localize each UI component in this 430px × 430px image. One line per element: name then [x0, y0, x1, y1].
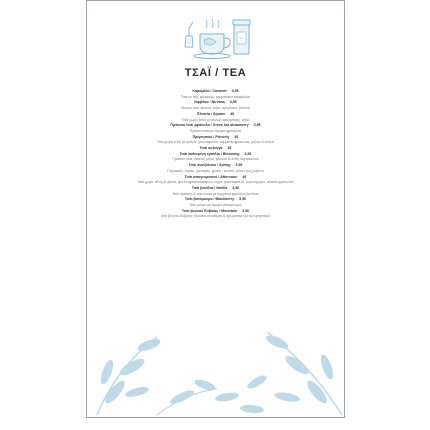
menu-item-description: Τσάι χωρίς τεΐνη με φύλλα, τριαντάφυλλο, κομμάτια φράουλας, μήλου & ανανά: [157, 140, 274, 145]
menu-item-title: Τσάι βατόμουρο / Blackberry: [184, 197, 235, 202]
menu-item-title: Τσάι βανίλια / Vanilla: [191, 185, 228, 190]
menu-title: ΤΣΑΪ / TEA: [184, 67, 247, 79]
menu-item-description: Τσάι βουνού Ευβοίας πλούσιο σε αιθέρια & αρωματικά για τον οργανισμό: [160, 214, 271, 219]
menu-item: [91, 152, 340, 163]
menu-item-price: 3,5€: [231, 89, 239, 93]
menu-item-title: Πλατεία / Square: [196, 111, 226, 116]
menu-item: [91, 100, 340, 111]
menu-item-title: Τσάι βουνού Ευβοίας / Mountain: [181, 208, 238, 213]
menu-item-price: 3,5€: [253, 123, 261, 128]
tea-cup-icon: [178, 14, 258, 59]
menu-item-description: Τσάι χωρίς τεΐνη με φύλλα, κράνμπερις, μήλο: [181, 117, 250, 122]
menu-item-title: Τσάι ανοιξιάτικο / Spring: [188, 163, 231, 168]
menu-item-description: Μαύρο τσάι, κανέλα, μήλο, αμύγδαλο, βανίλια: [181, 106, 250, 111]
menu-item-price: 3,5€: [242, 208, 250, 213]
menu-item-description: Πράσινο τσάι με άρωμα φράουλας: [189, 128, 242, 133]
menu-item-description: Τσάι μαύρο με άρωμα βατόμουρου: [189, 203, 242, 208]
menu-item-title: Τσάι ουλονγκ: [199, 146, 223, 151]
menu-item-description: Τσάι πράσινο & τσάι λευκό με κομμάτια φρούτων βανίλιας: [172, 191, 259, 196]
menu-item-price: 3,5€: [235, 163, 243, 168]
menu-item-description: Τσάι με ατή, φλαμούρι, κομματάκια καραμέλας: [180, 94, 251, 99]
menu-item: [91, 186, 340, 197]
tea-bag-icon: [185, 22, 193, 47]
menu-item-price: 3,5€: [239, 197, 247, 202]
menu-item: [91, 112, 340, 123]
menu-page: [86, 0, 345, 418]
menu-item-title: Πριγκηπικό / Princely: [192, 134, 230, 139]
menu-item: [91, 89, 340, 100]
menu-item: [91, 163, 340, 174]
menu-item-price: 3,5€: [244, 151, 252, 156]
leaf-decoration-icon: [87, 297, 345, 417]
menu-item: [91, 197, 340, 208]
menu-item-title: Τσάι ανθισμένη εγκαλία / Blooming: [179, 151, 240, 156]
menu-item: [91, 175, 340, 186]
menu-item-title: Νιρβάνα / Nirvana: [194, 100, 225, 105]
menu-item-price: 4€: [227, 146, 232, 151]
menu-items: [91, 89, 340, 220]
menu-item-price: 4€: [234, 134, 239, 139]
menu-item-description: Πορτοκάλι, λεμόνι, μανταρίνι, φλοιός, κανέλα, μέντα, ροζ ραβέντι: [167, 168, 264, 173]
menu-item-price: 4€: [230, 111, 235, 116]
tea-tin-icon: [233, 20, 250, 54]
menu-item-title: Καραμέλα / Caramel: [192, 89, 227, 93]
menu-item-title: Πράσινο τσάι φράουλα / Green tea strawberry: [170, 123, 249, 128]
menu-item-title: Τσάι απογευματινό / Afternoon: [184, 174, 238, 179]
menu-item: [91, 135, 340, 146]
menu-item-price: 3,5€: [232, 185, 240, 190]
menu-item-description: Πράσινο τσάι, κανέλα, μήλο, φλούδα & άνθη πορτοκαλιού: [172, 157, 259, 162]
menu-item-price: 4€: [242, 174, 247, 179]
menu-item: [91, 209, 340, 220]
menu-item: [91, 123, 340, 134]
menu-item-price: 3,5€: [229, 100, 237, 105]
menu-item-description: Τσάι χωρίς τεΐνη με ιβίσκο, φύλλα φραγκοστάφυλο, άγριο τριαντάφυλλο, λεμονόχορτο, πέταλα φράουλας: [137, 180, 294, 185]
